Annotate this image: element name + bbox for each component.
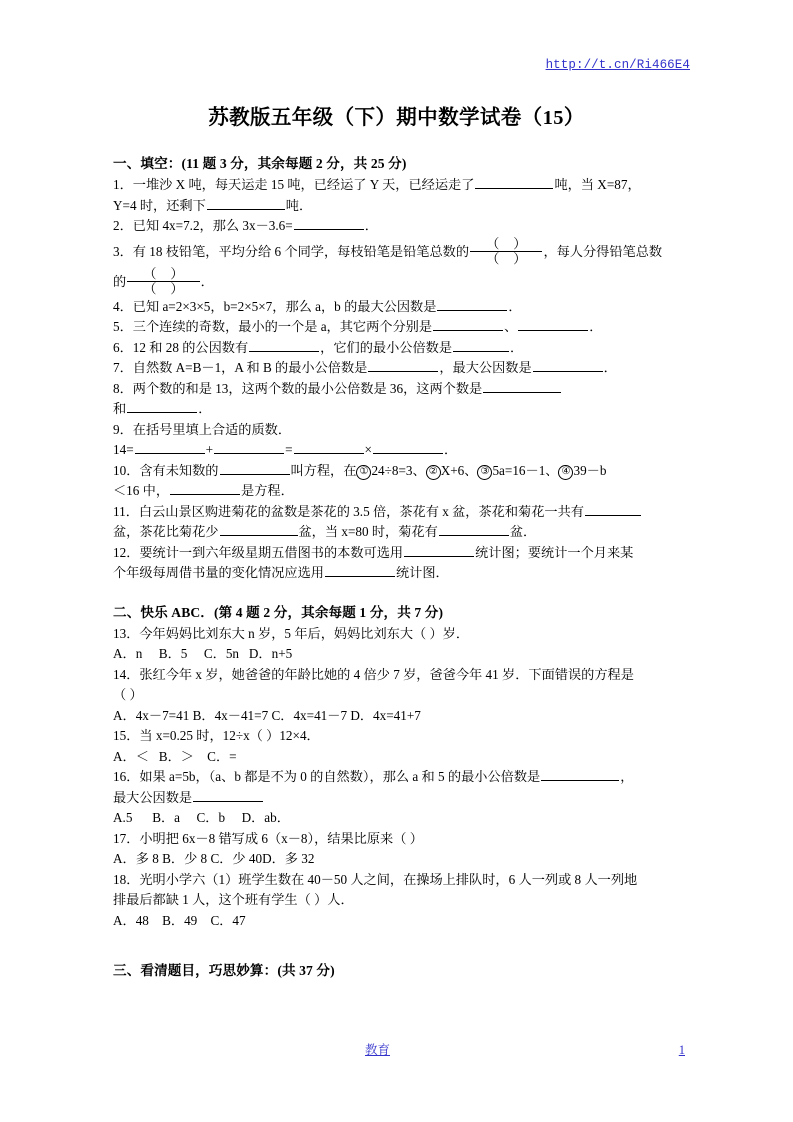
question-3-fraction-2[interactable] xyxy=(127,267,199,295)
fraction-numerator: （） xyxy=(470,237,542,251)
question-9-blank-1[interactable] xyxy=(135,440,205,454)
question-9-blank-4[interactable] xyxy=(373,440,443,454)
question-18-line2: 排最后都缺 1 人，这个班有学生（ ）人． xyxy=(113,892,354,907)
question-1 xyxy=(113,175,685,196)
question-1-blank-2[interactable] xyxy=(207,196,285,210)
question-4-blank-1[interactable] xyxy=(437,297,507,311)
question-12-blank-2[interactable] xyxy=(325,563,395,577)
question-5-text-b: 、 xyxy=(504,319,518,334)
question-8-line2 xyxy=(113,399,685,420)
question-12-line2 xyxy=(113,563,685,584)
question-16-text-b: ， xyxy=(620,769,634,784)
question-2-text-a: 2．已知 4x=7.2，那么 3x－3.6= xyxy=(113,218,293,233)
question-3-fraction-1[interactable] xyxy=(470,237,542,265)
page-title: 苏教版五年级（下）期中数学试卷（15） xyxy=(208,107,585,129)
question-9-text-a: 9．在括号里填上合适的质数． xyxy=(113,421,292,437)
page-number[interactable]: 1 xyxy=(678,1043,685,1057)
question-5-text-c: ． xyxy=(589,319,603,334)
question-9-text-b: 14= xyxy=(113,442,134,457)
question-7 xyxy=(113,358,685,379)
question-18: 18．光明小学六（1）班学生数在 40－50 人之间，在操场上排队时，6 人一列或 8 人一列地 xyxy=(113,871,638,887)
fraction-numerator: （） xyxy=(127,267,199,281)
question-18-options[interactable]: A．48 B．49 C．47 xyxy=(113,912,246,928)
question-8-text-a: 8．两个数的和是 13，这两个数的最小公倍数是 36，这两个数是 xyxy=(113,380,483,396)
question-5-blank-1[interactable] xyxy=(433,317,503,331)
question-3 xyxy=(113,237,685,267)
question-9-text-d: = xyxy=(285,442,293,457)
question-13: 13．今年妈妈比刘东大 n 岁，5 年后，妈妈比刘东大（ ）岁． xyxy=(113,625,470,641)
question-11-text-c: 盆，当 x=80 时，菊花有 xyxy=(298,524,438,539)
question-8-text-b: 和 xyxy=(113,401,127,416)
source-url-link[interactable]: http://t.cn/Ri466E4 xyxy=(545,58,690,72)
question-11-blank-1[interactable] xyxy=(585,502,641,516)
question-7-text-a: 7．自然数 A=B－1，A 和 B 的最小公倍数是 xyxy=(113,360,368,375)
question-16-text-a: 16．如果 a=5b，（a、b 都是不为 0 的自然数），那么 a 和 5 的最小公倍数是 xyxy=(113,769,541,784)
question-8-blank-1[interactable] xyxy=(483,379,561,393)
question-2 xyxy=(113,216,685,237)
question-16 xyxy=(113,767,685,788)
question-6-blank-2[interactable] xyxy=(453,338,509,352)
question-7-blank-1[interactable] xyxy=(368,358,438,372)
question-2-blank-1[interactable] xyxy=(294,216,364,230)
section-heading-choice: 二、快乐 ABC．(第 4 题 2 分，其余每题 1 分，共 7 分) xyxy=(113,604,444,620)
question-6-blank-1[interactable] xyxy=(249,338,319,352)
question-12 xyxy=(113,543,685,564)
question-4-text-a: 4．已知 a=2×3×5，b=2×5×7，那么 a，b 的最大公因数是 xyxy=(113,298,437,314)
question-6-text-b: ，它们的最小公倍数是 xyxy=(320,339,453,355)
question-9-text-e: × xyxy=(364,442,372,457)
question-10-text-g: ＜16 中， xyxy=(113,483,170,498)
question-3-text-c: 的 xyxy=(113,273,127,289)
question-11-text-d: 盆． xyxy=(509,524,537,539)
question-10-text-b: 叫方程，在 xyxy=(290,462,357,478)
question-6-text-a: 6．12 和 28 的公因数有 xyxy=(113,339,249,355)
question-4-text-b: ． xyxy=(508,298,522,314)
question-13-options[interactable]: A．n B．5 C．5n D．n+5 xyxy=(113,646,293,661)
question-6 xyxy=(113,338,685,359)
question-12-text-a: 12．要统计一到六年级星期五借图书的本数可选用 xyxy=(113,544,404,560)
question-3-line2 xyxy=(113,267,685,297)
question-12-text-d: 统计图． xyxy=(396,565,449,580)
question-9 xyxy=(113,420,685,441)
question-15-options[interactable]: A．＜ B．＞ C．= xyxy=(113,748,237,764)
section-heading-fill-in: 一、填空：(11 题 3 分，其余每题 2 分，共 25 分) xyxy=(113,156,407,171)
question-1-text-c: Y=4 时，还剩下 xyxy=(113,197,206,213)
question-11-text-b: 盆，茶花比菊花少 xyxy=(113,524,219,539)
question-1-text-d: 吨． xyxy=(285,197,313,213)
question-5 xyxy=(113,317,685,338)
question-16-text-c: 最大公因数是 xyxy=(113,789,193,805)
question-17-options[interactable]: A．多 8 B．少 8 C．少 40D．多 32 xyxy=(113,851,315,866)
question-8-text-c: ． xyxy=(198,401,212,416)
question-10-blank-1[interactable] xyxy=(220,461,290,475)
question-16-blank-1[interactable] xyxy=(541,767,619,781)
question-12-blank-1[interactable] xyxy=(404,543,474,557)
question-10-line2 xyxy=(113,481,685,502)
question-10-blank-2[interactable] xyxy=(170,481,240,495)
question-11-blank-2[interactable] xyxy=(220,522,298,536)
fraction-denominator: （） xyxy=(486,250,541,266)
question-14: 14．张红今年 x 岁，她爸爸的年龄比她的 4 倍少 7 岁，爸爸今年 41 岁．下面错误的方程是 xyxy=(113,666,634,682)
circled-number-3-icon: ③ xyxy=(477,465,492,480)
question-10 xyxy=(113,461,685,482)
question-11-text-a: 11．白云山景区购进菊花的盆数是茶花的 3.5 倍，茶花有 x 盆，茶花和菊花一共有 xyxy=(113,503,584,519)
question-10-text-d: X+6、 xyxy=(440,462,478,478)
circled-number-4-icon: ④ xyxy=(558,465,573,480)
question-9-text-f: ． xyxy=(443,442,458,457)
question-6-text-c: ． xyxy=(510,339,524,355)
question-10-text-a: 10．含有未知数的 xyxy=(113,462,219,478)
question-1-blank-1[interactable] xyxy=(475,175,553,189)
fraction-denominator: （） xyxy=(143,280,198,296)
question-16-options[interactable]: A.5 B．a C．b D．ab． xyxy=(113,810,290,825)
section-heading-computation: 三、看清题目，巧思妙算：(共 37 分) xyxy=(113,963,335,978)
circled-number-1-icon: ① xyxy=(356,465,371,480)
top-url-bar xyxy=(0,55,793,73)
question-4 xyxy=(113,297,685,318)
question-7-text-c: ． xyxy=(603,360,617,375)
question-9-blank-3[interactable] xyxy=(294,440,364,454)
question-14-options[interactable]: A．4x－7=41 B．4x－41=7 C．4x=41－7 D．4x=41+7 xyxy=(113,707,421,723)
question-8 xyxy=(113,379,685,400)
question-12-text-b: 统计图；要统计一个月来某 xyxy=(475,544,634,560)
question-1-text-b: 吨，当 X=87， xyxy=(554,177,641,192)
question-10-text-e: 5a=16－1、 xyxy=(492,462,559,478)
question-5-text-a: 5．三个连续的奇数，最小的一个是 a，其它两个分别是 xyxy=(113,319,433,334)
question-7-text-b: ，最大公因数是 xyxy=(439,360,532,375)
question-1-text-a: 1．一堆沙 X 吨，每天运走 15 吨，已经运了 Y 天，已经运走了 xyxy=(113,177,475,192)
question-16-blank-2[interactable] xyxy=(193,788,263,802)
question-11 xyxy=(113,502,685,523)
question-10-text-c: 24÷8=3、 xyxy=(371,462,426,478)
question-9-blank-2[interactable] xyxy=(214,440,284,454)
question-2-text-b: ． xyxy=(364,218,378,233)
question-9-text-c: + xyxy=(205,442,214,457)
exam-content xyxy=(113,152,685,982)
question-11-line2 xyxy=(113,522,685,543)
question-5-blank-2[interactable] xyxy=(518,317,588,331)
question-11-blank-3[interactable] xyxy=(439,522,509,536)
footer-education-link[interactable]: 教育 xyxy=(365,1043,391,1057)
question-16-line2 xyxy=(113,788,685,809)
question-17: 17．小明把 6x－8 错写成 6（x－8），结果比原来（ ） xyxy=(113,830,423,846)
question-10-text-f: 39－b xyxy=(573,462,607,478)
question-14-line2: （ ） xyxy=(113,687,143,702)
question-9-line2 xyxy=(113,440,685,461)
question-8-blank-2[interactable] xyxy=(127,399,197,413)
question-15: 15．当 x=0.25 时，12÷x（ ）12×4． xyxy=(113,728,320,743)
question-1-line2 xyxy=(113,196,685,217)
question-7-blank-2[interactable] xyxy=(533,358,603,372)
question-3-text-a: 3．有 18 枝铅笔，平均分给 6 个同学，每枝铅笔是铅笔总数的 xyxy=(113,243,470,259)
question-3-text-b: ，每人分得铅笔总数 xyxy=(543,243,663,259)
question-12-text-c: 个年级每周借书量的变化情况应选用 xyxy=(113,565,324,580)
page-footer xyxy=(113,1040,685,1058)
circled-number-2-icon: ② xyxy=(426,465,441,480)
question-3-text-d: ． xyxy=(200,273,214,289)
question-10-text-h: 是方程． xyxy=(241,483,294,498)
